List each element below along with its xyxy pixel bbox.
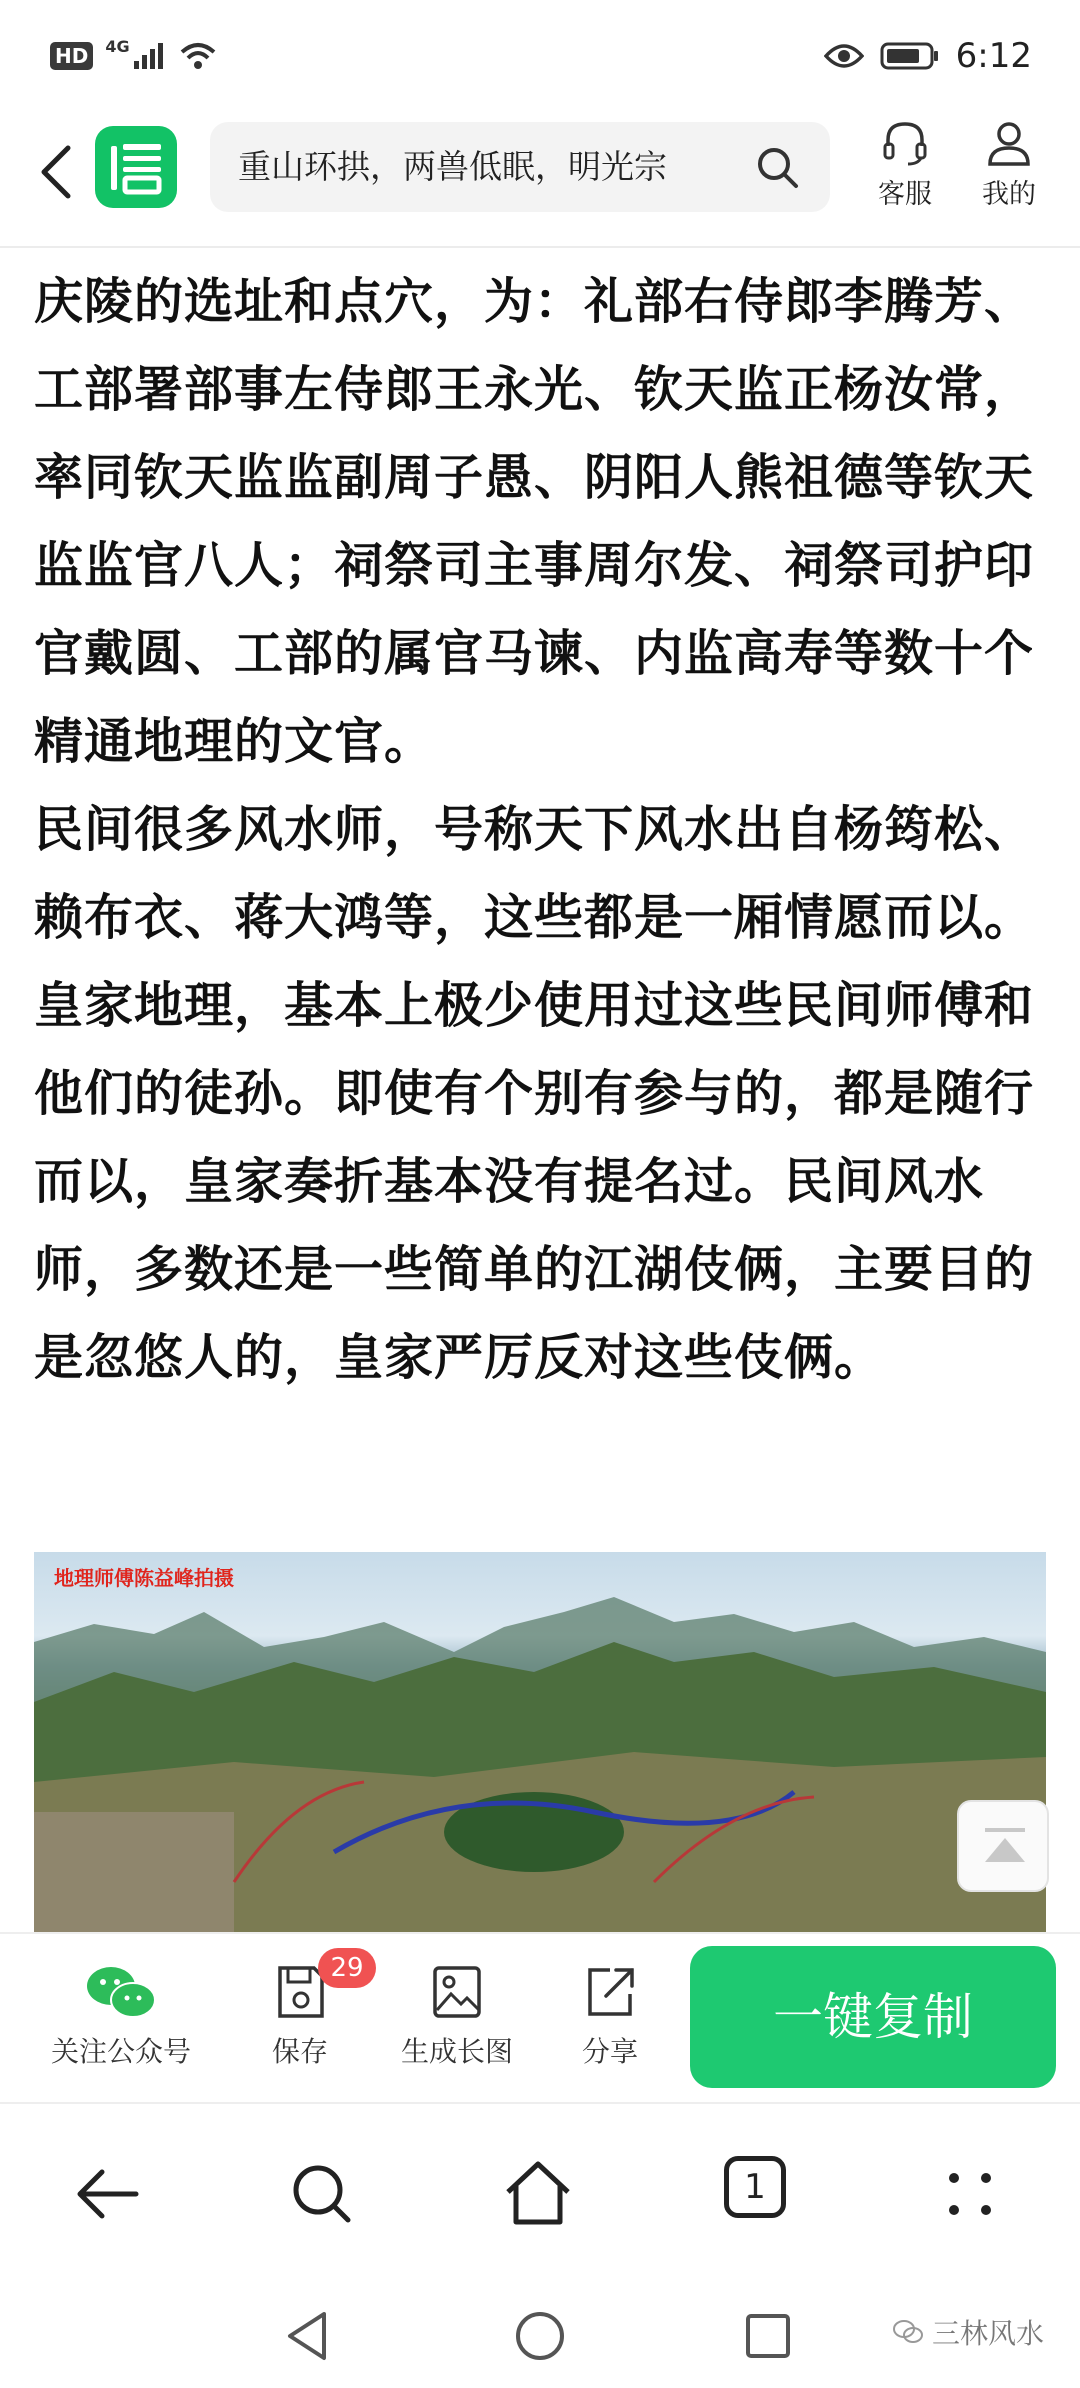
follow-label: 关注公众号 (50, 2035, 191, 2068)
paragraph: 庆陵的选址和点穴，为：礼部右侍郎李腾芳、工部署部事左侍郎王永光、钦天监正杨汝常，率同钦天监监副周子愚、阴阳人熊祖德等钦天监监官八人；祠祭司主事周尔发、祠祭司护印官戴圆、工部的属官马谏、内监高寿等数十个精通地理的文官。 (34, 273, 1035, 770)
save-label: 保存 (271, 2035, 328, 2068)
tabs-button[interactable]: 1 (724, 2156, 786, 2218)
network-type: 4G (105, 36, 130, 56)
nav-home-icon[interactable] (512, 2308, 568, 2364)
top-header (0, 118, 1080, 248)
nav-recents-icon[interactable] (740, 2308, 796, 2364)
browser-back-icon[interactable] (70, 2156, 146, 2232)
article-body (34, 258, 1044, 1402)
one-click-copy-button[interactable]: 一键复制 (690, 1946, 1056, 2088)
long-image-label: 生成长图 (400, 2035, 513, 2068)
profile-label: 我的 (982, 179, 1036, 210)
customer-service-label: 客服 (878, 179, 932, 210)
follow-account-button[interactable] (46, 1962, 196, 2070)
wechat-icon (83, 1962, 159, 2022)
wechat-watermark-icon (892, 2319, 924, 2345)
photo-caption: 地理师傅陈益峰拍摄 (54, 1566, 234, 1590)
search-query[interactable]: 重山环拱，两兽低眠，明光宗 (238, 147, 667, 186)
battery-icon (880, 41, 940, 71)
search-box[interactable] (210, 122, 830, 212)
browser-toolbar (0, 2106, 1080, 2278)
nav-back-icon[interactable] (280, 2308, 336, 2364)
more-menu-icon[interactable] (932, 2156, 1008, 2232)
scroll-to-top-icon (959, 1802, 1051, 1894)
article-action-bar (0, 1932, 1080, 2104)
system-navigation-bar (0, 2278, 1080, 2388)
signal-icon (132, 41, 166, 71)
headset-icon (880, 118, 930, 168)
browser-search-icon[interactable] (284, 2156, 360, 2232)
share-button[interactable] (572, 1962, 648, 2070)
paragraph: 民间很多风水师，号称天下风水出自杨筠松、赖布衣、蒋大鸿等，这些都是一厢情愿而以。皇家地理，基本上极少使用过这些民间师傅和他们的徒孙。即使有个别有参与的，都是随行而以，皇家奏折基本没有提名过。民间风水师，多数还是一些简单的江湖伎俩，主要目的是忽悠人的，皇家严厉反对这些伎俩。 (34, 801, 1035, 1386)
article-photo (34, 1552, 1046, 1934)
wifi-icon (178, 40, 218, 72)
customer-service-button[interactable] (860, 118, 950, 211)
watermark-text: 三林风水 (931, 2317, 1044, 2350)
long-image-button[interactable] (392, 1962, 522, 2070)
scroll-to-top-button[interactable] (957, 1800, 1049, 1892)
home-icon[interactable] (500, 2156, 576, 2232)
share-icon (582, 1962, 638, 2022)
status-left (50, 36, 218, 72)
mountain-landscape-image (34, 1552, 1046, 1934)
clock: 6:12 (955, 36, 1032, 76)
hd-badge: HD (50, 42, 93, 70)
eye-icon (824, 42, 864, 70)
profile-button[interactable] (964, 118, 1054, 211)
share-label: 分享 (581, 2035, 638, 2068)
search-icon[interactable] (754, 144, 800, 190)
status-right (824, 36, 1032, 76)
back-arrow-icon[interactable] (30, 140, 86, 204)
app-logo[interactable] (95, 126, 177, 208)
save-count-badge: 29 (318, 1948, 376, 1988)
user-icon (984, 118, 1034, 168)
status-bar (0, 0, 1080, 118)
watermark (892, 2312, 1044, 2352)
app-logo-icon (95, 126, 177, 208)
image-icon (429, 1962, 485, 2022)
